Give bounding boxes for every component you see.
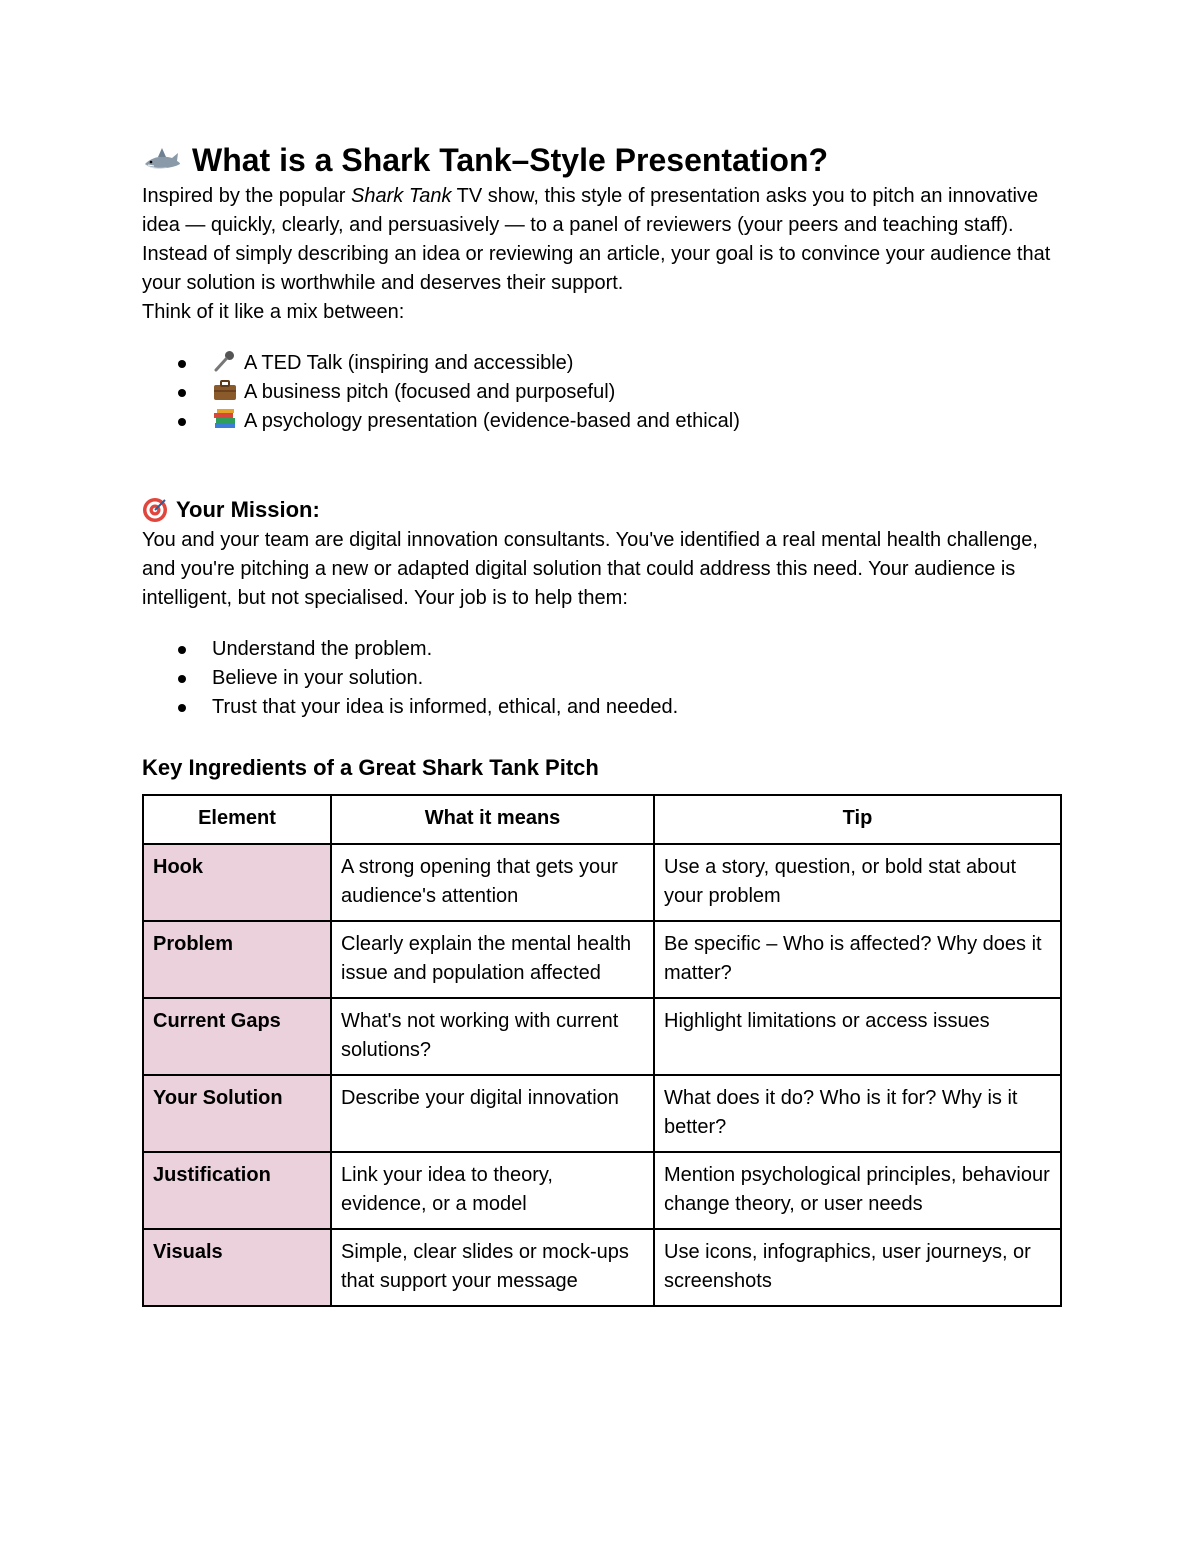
ingredients-table: [142, 794, 1062, 1307]
table-row: [143, 921, 1061, 998]
table-row: [143, 1229, 1061, 1306]
briefcase-icon: [212, 379, 238, 401]
list-item: Trust that your idea is informed, ethical, and needed.: [142, 693, 1060, 722]
tip-cell: Highlight limitations or access issues: [654, 998, 1061, 1075]
meaning-cell: Describe your digital innovation: [331, 1075, 654, 1152]
list-item: A psychology presentation (evidence-based and ethical): [142, 407, 1060, 436]
bullet: [178, 675, 186, 683]
bullet: [178, 418, 186, 426]
meaning-cell: What's not working with current solutions?: [331, 998, 654, 1075]
meaning-cell: Link your idea to theory, evidence, or a model: [331, 1152, 654, 1229]
mission-list: [142, 635, 1060, 722]
mix-list: [142, 349, 1060, 436]
element-cell: Problem: [143, 921, 331, 998]
bullet: [178, 389, 186, 397]
table-header-row: [143, 795, 1061, 844]
books-icon: [212, 408, 238, 430]
table-row: [143, 1152, 1061, 1229]
tip-cell: Use icons, infographics, user journeys, or screenshots: [654, 1229, 1061, 1306]
tip-cell: Be specific – Who is affected? Why does it matter?: [654, 921, 1061, 998]
table-row: [143, 1075, 1061, 1152]
mission-heading: Your Mission:: [142, 494, 1060, 526]
tip-cell: Mention psychological principles, behaviour change theory, or user needs: [654, 1152, 1061, 1229]
meaning-cell: Clearly explain the mental health issue and population affected: [331, 921, 654, 998]
meaning-cell: A strong opening that gets your audience's attention: [331, 844, 654, 921]
target-icon: [142, 497, 168, 523]
bullet: [178, 646, 186, 654]
document-page: [142, 138, 1060, 1307]
mission-paragraph: You and your team are digital innovation consultants. You've identified a real mental health challenge, and you're pitching a new or adapted digital solution that could address this need. Your audience is intelligent, but not specialised. Your job is to help them:: [142, 529, 1038, 609]
column-header: Tip: [654, 795, 1061, 844]
intro-paragraph: Inspired by the popular Shark Tank TV show, this style of presentation asks you to pitch an innovative idea — quickly, clearly, and persuasively — to a panel of reviewers (your peers and teaching staff). Instead of simply describing an idea or reviewing an article, your goal is to convince your audience that your solution is worthwhile and deserves their support.: [142, 185, 1051, 294]
element-cell: Your Solution: [143, 1075, 331, 1152]
element-cell: Hook: [143, 844, 331, 921]
element-cell: Justification: [143, 1152, 331, 1229]
element-cell: Current Gaps: [143, 998, 331, 1075]
microphone-icon: [212, 350, 238, 372]
page-title: [142, 138, 1060, 182]
tip-cell: What does it do? Who is it for? Why is it better?: [654, 1075, 1061, 1152]
bullet: [178, 360, 186, 368]
table-row: [143, 844, 1061, 921]
mix-intro: Think of it like a mix between:: [142, 301, 405, 323]
page-title-text: What is a Shark Tank–Style Presentation?: [192, 142, 829, 178]
bullet: [178, 704, 186, 712]
table-row: [143, 998, 1061, 1075]
show-name: Shark Tank: [351, 185, 452, 207]
list-item: Understand the problem.: [142, 635, 1060, 664]
table-heading: Key Ingredients of a Great Shark Tank Pitch: [142, 755, 599, 780]
column-header: Element: [143, 795, 331, 844]
element-cell: Visuals: [143, 1229, 331, 1306]
list-item: A TED Talk (inspiring and accessible): [142, 349, 1060, 378]
list-item: A business pitch (focused and purposeful): [142, 378, 1060, 407]
list-item: Believe in your solution.: [142, 664, 1060, 693]
shark-icon: [142, 140, 182, 180]
column-header: What it means: [331, 795, 654, 844]
meaning-cell: Simple, clear slides or mock-ups that support your message: [331, 1229, 654, 1306]
tip-cell: Use a story, question, or bold stat about your problem: [654, 844, 1061, 921]
